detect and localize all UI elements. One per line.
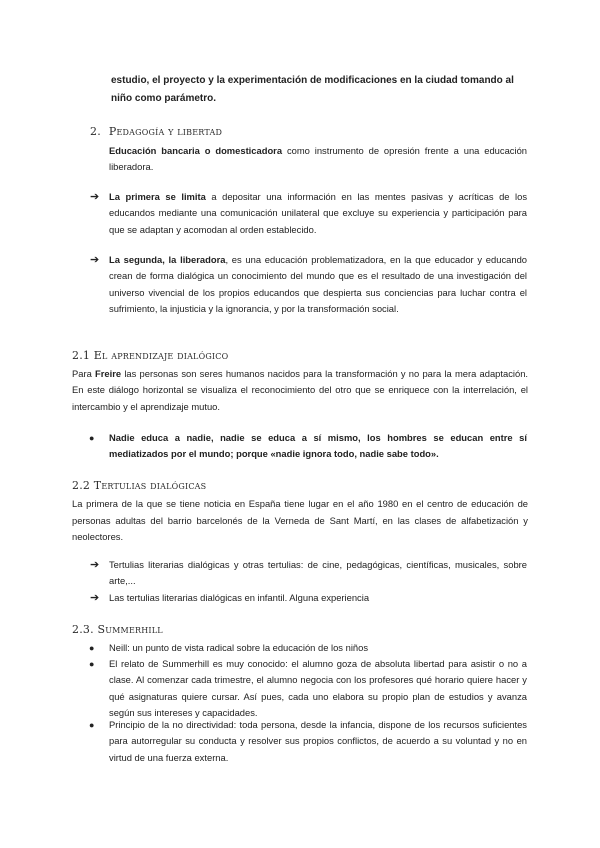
section-2-1-paragraph [72, 366, 528, 415]
section-2-2-item-2: Las tertulias literarias dialógicas en infantil. Alguna experiencia [109, 592, 370, 603]
section-2-item-2 [109, 252, 527, 318]
lead-rest: como instrumento de opresión frente a una educación liberadora. [109, 145, 527, 173]
bullet-icon: ● [89, 433, 95, 443]
item-2-bold: La segunda, la liberadora [109, 254, 226, 265]
arrow-icon: ➔ [90, 254, 100, 266]
section-2-1-heading: 2.1 El aprendizaje dialógico [72, 349, 229, 362]
item-1-rest: a depositar una información en las mentes pasivas y acríticas de los educandos mediante una comunicación unilateral que excluye su experiencia y participación para que se adaptan y acomodan al orden establecido. [109, 191, 528, 235]
lead-bold: Educación bancaria o domesticadora [109, 145, 283, 156]
section-2-3-heading: 2.3. Summerhill [72, 623, 163, 636]
intro-line-1: estudio, el proyecto y la experimentación de modificaciones en la ciudad tomando al [111, 75, 514, 86]
section-2-2-heading: 2.2 Tertulias dialógicas [72, 479, 207, 492]
intro-line-2: niño como parámetro. [111, 93, 217, 104]
section-2-item-1 [109, 189, 527, 238]
section-2-number: 2. [90, 125, 101, 138]
arrow-icon: ➔ [90, 559, 100, 571]
section-2-2-paragraph: La primera de la que se tiene noticia en España tiene lugar en el año 1980 en el centro de educación de personas adultas del barrio barcelonés de la Verneda de Sant Martí, en las clases de alfabetización y neolectores. [72, 498, 528, 542]
item-2-rest: , es una educación problematizadora, en la que educador y educando crean de forma dialógica un conocimiento del mundo que es el resultado de una investigación del universo vivencial de los propios educandos que despierta sus conciencias para luchar contra el sufrimiento, la injusticia y la ignorancia, y por la transformación social. [109, 254, 527, 315]
section-2-3-bullet-2: El relato de Summerhill es muy conocido: el alumno goza de absoluta libertad para asistir o no a clase. Al comenzar cada trimestre, el alumno negocia con los profesores qué horario quiere hacer y qué asignaturas quiere cursar. Así pues, cada uno elabora su propio plan de estudios y avanza según sus intereses y capacidades. [109, 658, 527, 719]
section-2-3-bullet-1: Neill: un punto de vista radical sobre la educación de los niños [109, 642, 369, 653]
freire-bold: Freire [95, 368, 122, 379]
section-2-3-bullet-3: Principio de la no directividad: toda persona, desde la infancia, dispone de los recursos suficientes para autorregular su conducta y resolver sus propios conflictos, de acuerdo a su voluntad y no en virtud de una fuerza externa. [109, 719, 527, 763]
item-1-bold: La primera se limita [109, 191, 206, 202]
arrow-icon: ➔ [90, 592, 100, 604]
section-2-heading [90, 125, 222, 138]
p-pre: Para [72, 368, 92, 379]
intro-paragraph [111, 72, 531, 108]
bullet-icon: ● [89, 659, 95, 669]
section-2-2-item-1: Tertulias literarias dialógicas y otras tertulias: de cine, pedagógicas, científicas, musicales, sobre arte,... [109, 559, 527, 587]
section-2-lead [109, 143, 527, 176]
p-rest: las personas son seres humanos nacidos para la transformación y no para la mera adaptación. En este diálogo horizontal se visualiza el reconocimiento del otro que se enriquece con la interrelación, el intercambio y el aprendizaje mutuo. [72, 368, 529, 412]
bullet-icon: ● [89, 720, 95, 730]
arrow-icon: ➔ [90, 191, 100, 203]
section-2-1-bullet: Nadie educa a nadie, nadie se educa a sí mismo, los hombres se educan entre sí mediatizados por el mundo; porque «nadie ignora todo, nadie sabe todo». [109, 432, 527, 460]
bullet-icon: ● [89, 643, 95, 653]
section-2-title: Pedagogía y libertad [108, 125, 223, 138]
